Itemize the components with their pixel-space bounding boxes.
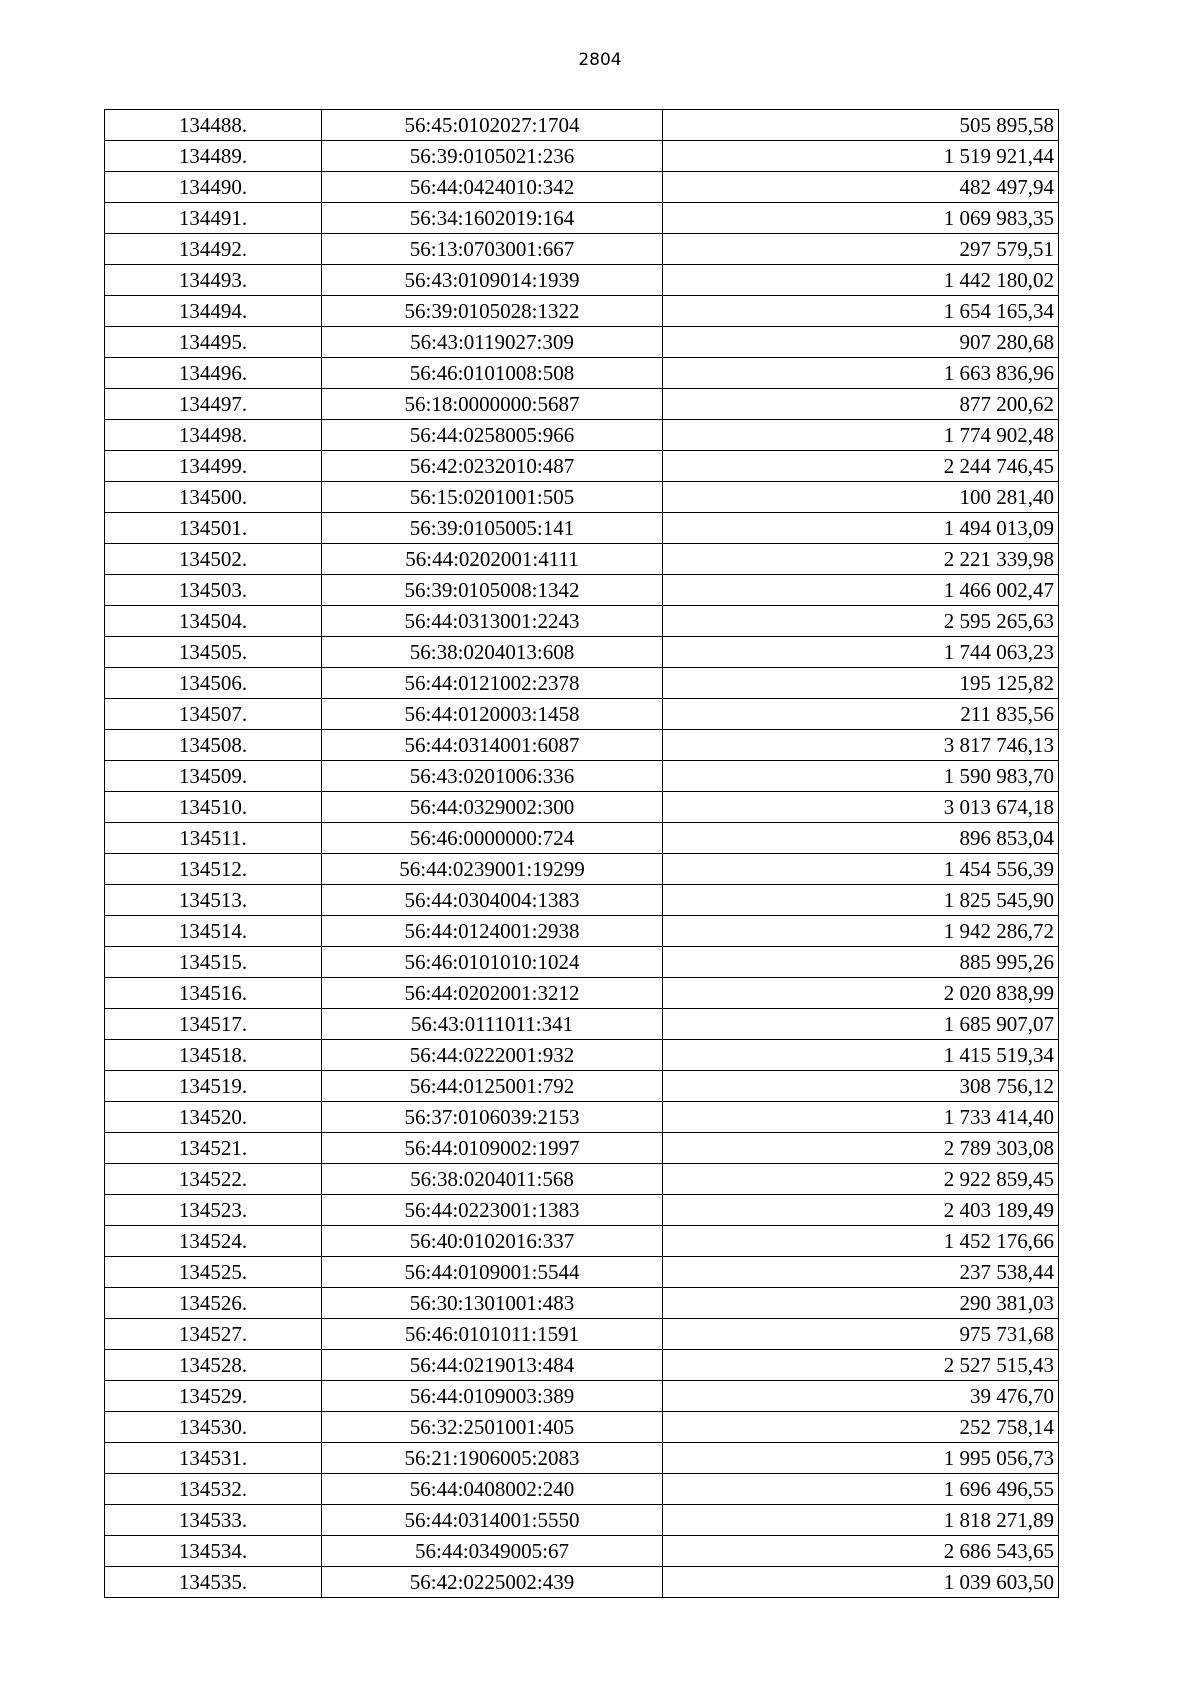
cadastral-value-cell: 2 686 543,65 bbox=[663, 1536, 1059, 1567]
cadastral-value-cell: 3 817 746,13 bbox=[663, 730, 1059, 761]
table-row bbox=[105, 327, 1059, 358]
table-row bbox=[105, 637, 1059, 668]
table-row bbox=[105, 1412, 1059, 1443]
cadastral-number-cell: 56:40:0102016:337 bbox=[322, 1226, 663, 1257]
cadastral-number-cell: 56:44:0202001:4111 bbox=[322, 544, 663, 575]
row-number-cell: 134535. bbox=[105, 1567, 322, 1598]
cadastral-number-cell: 56:44:0125001:792 bbox=[322, 1071, 663, 1102]
row-number-cell: 134495. bbox=[105, 327, 322, 358]
cadastral-value-cell: 1 825 545,90 bbox=[663, 885, 1059, 916]
table-row bbox=[105, 1350, 1059, 1381]
cadastral-value-cell: 1 733 414,40 bbox=[663, 1102, 1059, 1133]
row-number-cell: 134524. bbox=[105, 1226, 322, 1257]
cadastral-number-cell: 56:39:0105008:1342 bbox=[322, 575, 663, 606]
cadastral-number-cell: 56:39:0105028:1322 bbox=[322, 296, 663, 327]
cadastral-number-cell: 56:43:0201006:336 bbox=[322, 761, 663, 792]
row-number-cell: 134530. bbox=[105, 1412, 322, 1443]
cadastral-number-cell: 56:43:0119027:309 bbox=[322, 327, 663, 358]
table-row bbox=[105, 699, 1059, 730]
table-row bbox=[105, 1102, 1059, 1133]
cadastral-number-cell: 56:44:0222001:932 bbox=[322, 1040, 663, 1071]
cadastral-value-cell: 2 789 303,08 bbox=[663, 1133, 1059, 1164]
row-number-cell: 134516. bbox=[105, 978, 322, 1009]
row-number-cell: 134507. bbox=[105, 699, 322, 730]
cadastral-value-cell: 2 595 265,63 bbox=[663, 606, 1059, 637]
cadastral-number-cell: 56:13:0703001:667 bbox=[322, 234, 663, 265]
table-row bbox=[105, 1040, 1059, 1071]
row-number-cell: 134498. bbox=[105, 420, 322, 451]
table-row bbox=[105, 1164, 1059, 1195]
cadastral-number-cell: 56:45:0102027:1704 bbox=[322, 110, 663, 141]
cadastral-value-cell: 896 853,04 bbox=[663, 823, 1059, 854]
table-row bbox=[105, 265, 1059, 296]
cadastral-value-cell: 2 244 746,45 bbox=[663, 451, 1059, 482]
table-row bbox=[105, 885, 1059, 916]
row-number-cell: 134490. bbox=[105, 172, 322, 203]
row-number-cell: 134533. bbox=[105, 1505, 322, 1536]
row-number-cell: 134499. bbox=[105, 451, 322, 482]
row-number-cell: 134493. bbox=[105, 265, 322, 296]
cadastral-number-cell: 56:44:0314001:5550 bbox=[322, 1505, 663, 1536]
cadastral-number-cell: 56:46:0101011:1591 bbox=[322, 1319, 663, 1350]
row-number-cell: 134517. bbox=[105, 1009, 322, 1040]
table-row bbox=[105, 1195, 1059, 1226]
row-number-cell: 134519. bbox=[105, 1071, 322, 1102]
cadastral-value-cell: 877 200,62 bbox=[663, 389, 1059, 420]
cadastral-number-cell: 56:42:0232010:487 bbox=[322, 451, 663, 482]
cadastral-value-cell: 1 454 556,39 bbox=[663, 854, 1059, 885]
row-number-cell: 134491. bbox=[105, 203, 322, 234]
row-number-cell: 134526. bbox=[105, 1288, 322, 1319]
cadastral-value-cell: 1 069 983,35 bbox=[663, 203, 1059, 234]
cadastral-number-cell: 56:34:1602019:164 bbox=[322, 203, 663, 234]
row-number-cell: 134500. bbox=[105, 482, 322, 513]
cadastral-value-cell: 975 731,68 bbox=[663, 1319, 1059, 1350]
cadastral-number-cell: 56:44:0109002:1997 bbox=[322, 1133, 663, 1164]
cadastral-number-cell: 56:15:0201001:505 bbox=[322, 482, 663, 513]
cadastral-value-cell: 297 579,51 bbox=[663, 234, 1059, 265]
table-row bbox=[105, 172, 1059, 203]
table-row bbox=[105, 947, 1059, 978]
row-number-cell: 134511. bbox=[105, 823, 322, 854]
cadastral-number-cell: 56:44:0239001:19299 bbox=[322, 854, 663, 885]
cadastral-number-cell: 56:44:0121002:2378 bbox=[322, 668, 663, 699]
row-number-cell: 134488. bbox=[105, 110, 322, 141]
cadastral-value-cell: 1 744 063,23 bbox=[663, 637, 1059, 668]
cadastral-value-cell: 505 895,58 bbox=[663, 110, 1059, 141]
table-row bbox=[105, 1381, 1059, 1412]
cadastral-number-cell: 56:44:0258005:966 bbox=[322, 420, 663, 451]
table-row bbox=[105, 1133, 1059, 1164]
cadastral-value-cell: 3 013 674,18 bbox=[663, 792, 1059, 823]
cadastral-number-cell: 56:37:0106039:2153 bbox=[322, 1102, 663, 1133]
table-row bbox=[105, 1505, 1059, 1536]
row-number-cell: 134521. bbox=[105, 1133, 322, 1164]
table-row bbox=[105, 234, 1059, 265]
table-row bbox=[105, 854, 1059, 885]
table-row bbox=[105, 296, 1059, 327]
cadastral-value-cell: 39 476,70 bbox=[663, 1381, 1059, 1412]
cadastral-value-cell: 1 942 286,72 bbox=[663, 916, 1059, 947]
cadastral-value-cell: 482 497,94 bbox=[663, 172, 1059, 203]
cadastral-number-cell: 56:44:0223001:1383 bbox=[322, 1195, 663, 1226]
table-row bbox=[105, 1071, 1059, 1102]
row-number-cell: 134534. bbox=[105, 1536, 322, 1567]
table-row bbox=[105, 823, 1059, 854]
row-number-cell: 134504. bbox=[105, 606, 322, 637]
cadastral-number-cell: 56:44:0109001:5544 bbox=[322, 1257, 663, 1288]
row-number-cell: 134525. bbox=[105, 1257, 322, 1288]
table-row bbox=[105, 1474, 1059, 1505]
row-number-cell: 134489. bbox=[105, 141, 322, 172]
cadastral-number-cell: 56:39:0105021:236 bbox=[322, 141, 663, 172]
cadastral-value-cell: 1 995 056,73 bbox=[663, 1443, 1059, 1474]
row-number-cell: 134501. bbox=[105, 513, 322, 544]
cadastral-value-cell: 1 774 902,48 bbox=[663, 420, 1059, 451]
table-row bbox=[105, 1319, 1059, 1350]
row-number-cell: 134509. bbox=[105, 761, 322, 792]
table-row bbox=[105, 358, 1059, 389]
row-number-cell: 134523. bbox=[105, 1195, 322, 1226]
row-number-cell: 134506. bbox=[105, 668, 322, 699]
cadastral-number-cell: 56:44:0349005:67 bbox=[322, 1536, 663, 1567]
table-row bbox=[105, 1567, 1059, 1598]
row-number-cell: 134527. bbox=[105, 1319, 322, 1350]
row-number-cell: 134505. bbox=[105, 637, 322, 668]
cadastral-number-cell: 56:21:1906005:2083 bbox=[322, 1443, 663, 1474]
row-number-cell: 134532. bbox=[105, 1474, 322, 1505]
cadastral-value-cell: 1 590 983,70 bbox=[663, 761, 1059, 792]
table-row bbox=[105, 1443, 1059, 1474]
row-number-cell: 134528. bbox=[105, 1350, 322, 1381]
table-row bbox=[105, 668, 1059, 699]
cadastral-number-cell: 56:44:0202001:3212 bbox=[322, 978, 663, 1009]
table-row bbox=[105, 141, 1059, 172]
cadastral-value-cell: 308 756,12 bbox=[663, 1071, 1059, 1102]
cadastral-value-cell: 100 281,40 bbox=[663, 482, 1059, 513]
cadastral-number-cell: 56:44:0304004:1383 bbox=[322, 885, 663, 916]
cadastral-number-cell: 56:46:0101010:1024 bbox=[322, 947, 663, 978]
cadastral-value-cell: 1 519 921,44 bbox=[663, 141, 1059, 172]
cadastral-number-cell: 56:44:0219013:484 bbox=[322, 1350, 663, 1381]
row-number-cell: 134503. bbox=[105, 575, 322, 606]
cadastral-value-cell: 1 415 519,34 bbox=[663, 1040, 1059, 1071]
cadastral-value-cell: 195 125,82 bbox=[663, 668, 1059, 699]
cadastral-value-cell: 1 442 180,02 bbox=[663, 265, 1059, 296]
table-row bbox=[105, 1536, 1059, 1567]
table-row bbox=[105, 730, 1059, 761]
table-row bbox=[105, 513, 1059, 544]
cadastral-number-cell: 56:44:0329002:300 bbox=[322, 792, 663, 823]
cadastral-number-cell: 56:38:0204013:608 bbox=[322, 637, 663, 668]
row-number-cell: 134522. bbox=[105, 1164, 322, 1195]
cadastral-number-cell: 56:46:0000000:724 bbox=[322, 823, 663, 854]
cadastral-value-cell: 290 381,03 bbox=[663, 1288, 1059, 1319]
table-row bbox=[105, 916, 1059, 947]
cadastral-number-cell: 56:30:1301001:483 bbox=[322, 1288, 663, 1319]
cadastral-number-cell: 56:32:2501001:405 bbox=[322, 1412, 663, 1443]
table-body bbox=[105, 110, 1059, 1598]
table-row bbox=[105, 792, 1059, 823]
cadastral-value-cell: 211 835,56 bbox=[663, 699, 1059, 730]
row-number-cell: 134492. bbox=[105, 234, 322, 265]
cadastral-value-table bbox=[104, 109, 1059, 1598]
table-row bbox=[105, 1009, 1059, 1040]
cadastral-number-cell: 56:42:0225002:439 bbox=[322, 1567, 663, 1598]
cadastral-value-cell: 2 221 339,98 bbox=[663, 544, 1059, 575]
cadastral-value-cell: 1 452 176,66 bbox=[663, 1226, 1059, 1257]
cadastral-value-cell: 1 663 836,96 bbox=[663, 358, 1059, 389]
row-number-cell: 134497. bbox=[105, 389, 322, 420]
cadastral-number-cell: 56:18:0000000:5687 bbox=[322, 389, 663, 420]
cadastral-value-cell: 885 995,26 bbox=[663, 947, 1059, 978]
table-row bbox=[105, 575, 1059, 606]
cadastral-value-cell: 2 527 515,43 bbox=[663, 1350, 1059, 1381]
cadastral-number-cell: 56:44:0424010:342 bbox=[322, 172, 663, 203]
cadastral-value-cell: 1 494 013,09 bbox=[663, 513, 1059, 544]
table-row bbox=[105, 451, 1059, 482]
cadastral-number-cell: 56:44:0120003:1458 bbox=[322, 699, 663, 730]
row-number-cell: 134518. bbox=[105, 1040, 322, 1071]
cadastral-value-cell: 1 685 907,07 bbox=[663, 1009, 1059, 1040]
table-row bbox=[105, 1288, 1059, 1319]
cadastral-value-cell: 2 020 838,99 bbox=[663, 978, 1059, 1009]
row-number-cell: 134508. bbox=[105, 730, 322, 761]
row-number-cell: 134502. bbox=[105, 544, 322, 575]
table-row bbox=[105, 203, 1059, 234]
cadastral-value-cell: 1 466 002,47 bbox=[663, 575, 1059, 606]
cadastral-value-cell: 237 538,44 bbox=[663, 1257, 1059, 1288]
table-row bbox=[105, 1226, 1059, 1257]
row-number-cell: 134515. bbox=[105, 947, 322, 978]
table-row bbox=[105, 978, 1059, 1009]
cadastral-number-cell: 56:44:0313001:2243 bbox=[322, 606, 663, 637]
table-row bbox=[105, 606, 1059, 637]
cadastral-value-cell: 252 758,14 bbox=[663, 1412, 1059, 1443]
cadastral-value-cell: 2 922 859,45 bbox=[663, 1164, 1059, 1195]
row-number-cell: 134514. bbox=[105, 916, 322, 947]
cadastral-value-cell: 1 696 496,55 bbox=[663, 1474, 1059, 1505]
cadastral-value-cell: 907 280,68 bbox=[663, 327, 1059, 358]
cadastral-number-cell: 56:44:0109003:389 bbox=[322, 1381, 663, 1412]
row-number-cell: 134513. bbox=[105, 885, 322, 916]
cadastral-number-cell: 56:43:0111011:341 bbox=[322, 1009, 663, 1040]
cadastral-number-cell: 56:43:0109014:1939 bbox=[322, 265, 663, 296]
cadastral-number-cell: 56:44:0124001:2938 bbox=[322, 916, 663, 947]
table-row bbox=[105, 389, 1059, 420]
row-number-cell: 134510. bbox=[105, 792, 322, 823]
table-row bbox=[105, 420, 1059, 451]
table-row bbox=[105, 482, 1059, 513]
cadastral-value-cell: 2 403 189,49 bbox=[663, 1195, 1059, 1226]
cadastral-number-cell: 56:44:0314001:6087 bbox=[322, 730, 663, 761]
cadastral-value-cell: 1 654 165,34 bbox=[663, 296, 1059, 327]
row-number-cell: 134531. bbox=[105, 1443, 322, 1474]
cadastral-number-cell: 56:39:0105005:141 bbox=[322, 513, 663, 544]
cadastral-number-cell: 56:46:0101008:508 bbox=[322, 358, 663, 389]
table-row bbox=[105, 761, 1059, 792]
row-number-cell: 134520. bbox=[105, 1102, 322, 1133]
table-row bbox=[105, 544, 1059, 575]
row-number-cell: 134529. bbox=[105, 1381, 322, 1412]
row-number-cell: 134512. bbox=[105, 854, 322, 885]
cadastral-value-cell: 1 039 603,50 bbox=[663, 1567, 1059, 1598]
row-number-cell: 134496. bbox=[105, 358, 322, 389]
row-number-cell: 134494. bbox=[105, 296, 322, 327]
table-row bbox=[105, 1257, 1059, 1288]
cadastral-number-cell: 56:38:0204011:568 bbox=[322, 1164, 663, 1195]
cadastral-number-cell: 56:44:0408002:240 bbox=[322, 1474, 663, 1505]
cadastral-value-cell: 1 818 271,89 bbox=[663, 1505, 1059, 1536]
table-row bbox=[105, 110, 1059, 141]
page-number: 2804 bbox=[578, 50, 622, 70]
